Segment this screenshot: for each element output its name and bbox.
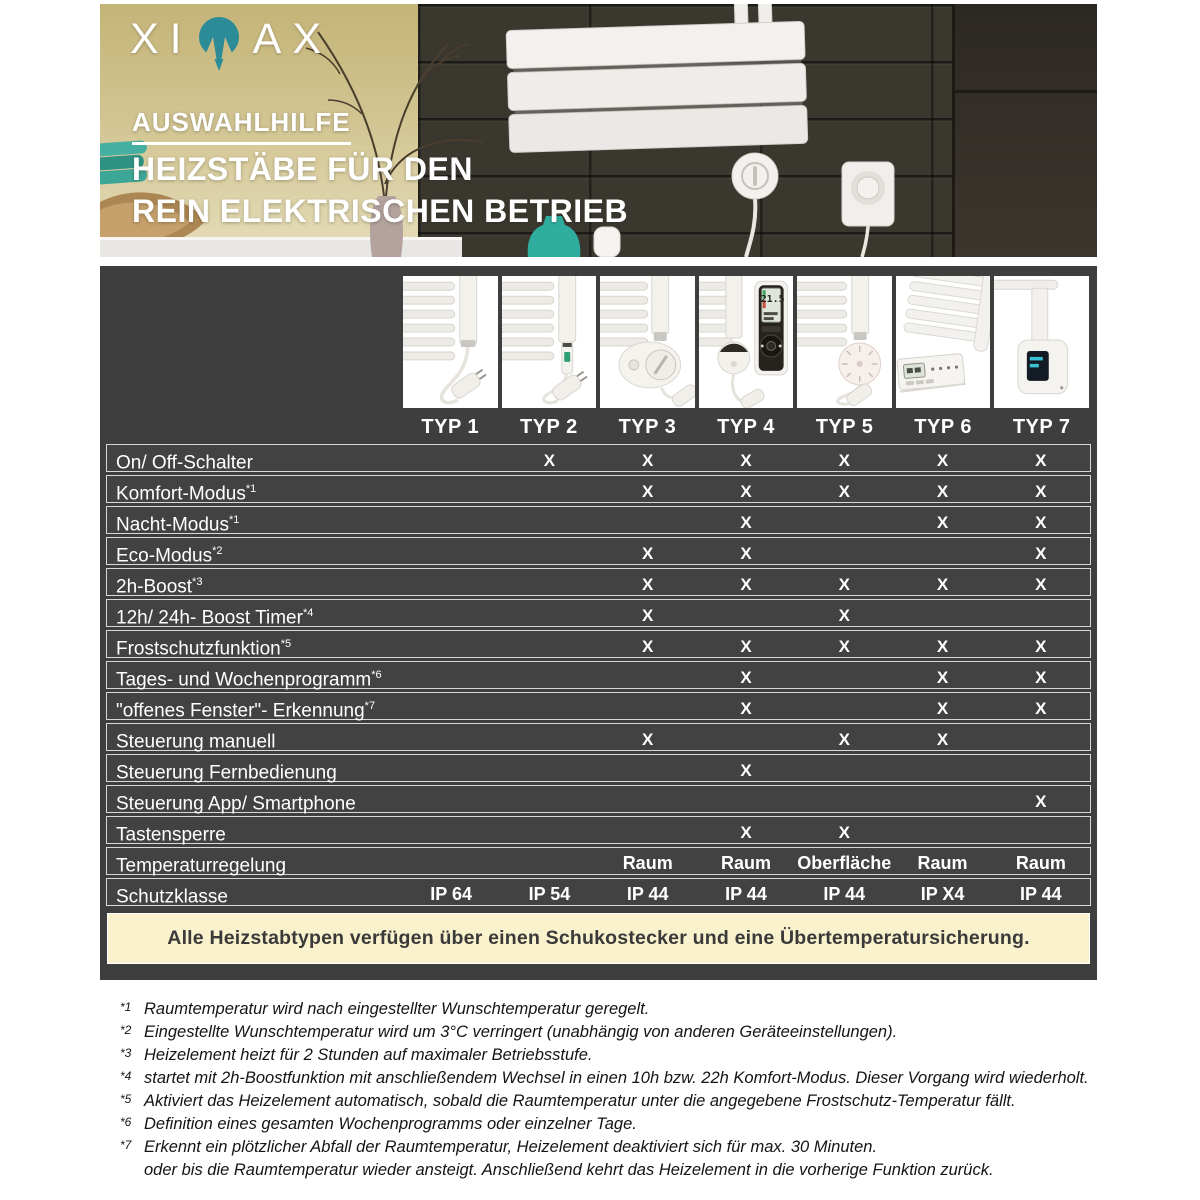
- column-header-typ: TYP 4: [717, 415, 775, 438]
- product-image-typ-2: [502, 276, 597, 408]
- footnote-text: Raumtemperatur wird nach eingestellter Wunschtemperatur geregelt.: [144, 1000, 650, 1018]
- row-label: Steuerung Fernbedienung: [116, 762, 337, 784]
- feature-row: [106, 568, 1091, 596]
- column-header-row: [106, 410, 1091, 444]
- info-banner-text: Alle Heizstabtypen verfügen über einen Schukostecker und eine Übertemperatursicherung.: [167, 927, 1030, 949]
- footnote-marker: *5: [120, 1092, 132, 1106]
- header-eyebrow: AUSWAHLHILFE: [132, 107, 351, 145]
- feature-cell: X: [642, 543, 654, 563]
- feature-cell: X: [1035, 791, 1047, 811]
- info-banner: [107, 913, 1090, 964]
- feature-cell: X: [838, 450, 850, 470]
- feature-cell: X: [936, 481, 949, 501]
- feature-row: [106, 475, 1091, 503]
- row-label: On/ Off-Schalter: [116, 452, 253, 474]
- row-label: Tages- und Wochenprogramm$^{*6}$: [116, 669, 382, 691]
- footnote-text: Definition eines gesamten Wochenprogramms oder einzelner Tage.: [144, 1115, 637, 1133]
- feature-cell: X: [1035, 543, 1047, 563]
- footnote-marker: *1: [120, 1000, 132, 1014]
- feature-cell: IP 44: [1019, 884, 1062, 905]
- feature-cell: X: [838, 636, 850, 656]
- footnote-text: Aktiviert das Heizelement automatisch, sobald die Raumtemperatur unter die angegebene Frostschutz-Temperatur fällt.: [144, 1092, 1016, 1110]
- row-label: Tastensperre: [116, 824, 226, 846]
- feature-cell: IP 44: [626, 884, 669, 905]
- product-image-typ-6: [896, 276, 991, 408]
- hero-text: [100, 4, 1097, 257]
- logo-text-left: XI: [130, 15, 193, 63]
- feature-cell: X: [1035, 636, 1047, 656]
- feature-cell: X: [838, 729, 850, 749]
- feature-cell: Raum: [622, 853, 673, 874]
- feature-cell: X: [740, 667, 752, 687]
- row-label: Komfort-Modus$^{*1}$: [116, 483, 257, 505]
- feature-row: [106, 692, 1091, 720]
- product-image-typ-7: [994, 276, 1089, 408]
- footnote-marker: *2: [212, 545, 223, 557]
- row-label: 12h/ 24h- Boost Timer$^{*4}$: [116, 607, 314, 629]
- feature-cell: X: [642, 574, 654, 594]
- feature-cell: X: [838, 481, 850, 501]
- feature-cell: IP 44: [725, 884, 767, 905]
- feature-cell: X: [936, 574, 949, 594]
- row-label: Frostschutzfunktion$^{*5}$: [116, 638, 292, 660]
- footnote-text: Eingestellte Wunschtemperatur wird um 3°C verringert (unabhängig von anderen Geräteeinstellungen).: [144, 1023, 898, 1041]
- feature-cell: X: [1035, 512, 1047, 532]
- feature-cell: X: [740, 481, 752, 501]
- footnote-marker: *1: [245, 483, 257, 495]
- header-hero: [100, 4, 1097, 257]
- feature-cell: X: [1035, 574, 1047, 594]
- feature-cell: X: [642, 729, 654, 749]
- feature-row: [106, 785, 1091, 813]
- footnote-line: [120, 998, 1095, 1021]
- page-title-line2: REIN ELEKTRISCHEN BETRIEB: [132, 193, 629, 229]
- ximax-pin-icon: [189, 16, 249, 72]
- feature-row: [106, 506, 1091, 534]
- feature-cell: Raum: [917, 853, 968, 874]
- footnote-text: oder bis die Raumtemperatur wieder ansteigt. Anschließend kehrt das Heizelement in die vorherige Funktion zurück.: [144, 1161, 994, 1179]
- product-image-typ-4: [699, 276, 794, 408]
- footnote-line: [120, 1067, 1095, 1090]
- footnotes: [120, 998, 1095, 1182]
- footnote-text: Erkennt ein plötzlicher Abfall der Raumtemperatur, Heizelement deaktiviert sich für max. 30 Minuten.: [144, 1138, 878, 1156]
- feature-cell: X: [936, 729, 949, 749]
- feature-row: [106, 630, 1091, 658]
- row-label: Schutzklasse: [116, 886, 228, 908]
- feature-cell: X: [740, 822, 752, 842]
- feature-row: [106, 661, 1091, 689]
- footnote-marker: *7: [120, 1138, 132, 1152]
- feature-cell: Raum: [1015, 853, 1066, 874]
- feature-cell: X: [1035, 667, 1047, 687]
- comparison-table: [100, 266, 1097, 980]
- feature-cell: X: [1035, 481, 1047, 501]
- feature-cell: X: [740, 512, 752, 532]
- feature-cell: X: [936, 636, 949, 656]
- feature-cell: X: [838, 605, 850, 625]
- feature-row: [106, 847, 1091, 875]
- feature-rows: [106, 444, 1091, 906]
- footnote-line: [120, 1159, 1095, 1182]
- footnote-line: [120, 1090, 1095, 1113]
- row-label: 2h-Boost$^{*3}$: [116, 576, 203, 598]
- row-label: Temperaturregelung: [116, 855, 287, 877]
- column-header-typ: TYP 5: [815, 415, 874, 438]
- feature-cell: X: [1035, 698, 1047, 718]
- feature-cell: IP 64: [430, 884, 472, 905]
- product-images-row: [106, 276, 1091, 408]
- footnote-line: [120, 1113, 1095, 1136]
- feature-row: [106, 816, 1091, 844]
- column-header-typ: TYP 1: [421, 415, 480, 438]
- footnote-marker: *3: [192, 576, 203, 588]
- footnote-marker: *6: [120, 1115, 132, 1129]
- feature-cell: X: [936, 698, 949, 718]
- feature-row: [106, 444, 1091, 472]
- brand-logo: [130, 14, 332, 72]
- footnote-marker: *5: [280, 638, 292, 650]
- column-header-typ: TYP 6: [914, 415, 972, 438]
- feature-cell: X: [642, 450, 654, 470]
- feature-cell: X: [838, 574, 850, 594]
- footnote-marker: *2: [120, 1023, 132, 1037]
- feature-cell: X: [740, 760, 752, 780]
- feature-cell: X: [543, 450, 556, 470]
- feature-cell: X: [936, 450, 949, 470]
- feature-row: [106, 878, 1091, 906]
- feature-cell: IP 44: [823, 884, 866, 905]
- feature-cell: X: [642, 481, 654, 501]
- feature-cell: X: [740, 698, 752, 718]
- footnote-marker: *4: [120, 1069, 132, 1083]
- feature-cell: IP X4: [920, 884, 965, 905]
- column-header-typ: TYP 2: [519, 415, 578, 438]
- feature-row: [106, 537, 1091, 565]
- feature-row: [106, 723, 1091, 751]
- feature-cell: IP 54: [528, 884, 571, 905]
- footnote-marker: *7: [364, 700, 376, 712]
- footnote-marker: *6: [371, 669, 382, 681]
- footnote-text: startet mit 2h-Boostfunktion mit anschließendem Wechsel in einen 10h bzw. 22h Komfort-Modus. Dieser Vorgang wird wiederholt.: [144, 1069, 1089, 1087]
- feature-cell: X: [740, 543, 752, 563]
- footnote-marker: *3: [120, 1046, 132, 1060]
- page-title-line1: HEIZSTÄBE FÜR DEN: [132, 151, 473, 187]
- footnote-marker: *1: [229, 514, 240, 526]
- svg-text:21.5: 21.5: [760, 294, 785, 306]
- feature-cell: X: [936, 667, 949, 687]
- feature-cell: X: [936, 512, 949, 532]
- logo-text-right: AX: [252, 15, 333, 63]
- row-label: "offenes Fenster"- Erkennung$^{*7}$: [116, 700, 376, 722]
- feature-cell: Raum: [720, 853, 771, 874]
- row-label: Steuerung App/ Smartphone: [116, 793, 356, 815]
- row-label: Nacht-Modus$^{*1}$: [116, 514, 240, 536]
- footnote-line: [120, 1136, 1095, 1159]
- product-image-typ-3: [600, 276, 695, 408]
- feature-row: [106, 754, 1091, 782]
- feature-cell: Oberfläche: [797, 853, 892, 874]
- row-label: Eco-Modus$^{*2}$: [116, 545, 223, 567]
- footnote-line: [120, 1044, 1095, 1067]
- column-header-typ: TYP 3: [618, 415, 677, 438]
- row-label-spacer: [106, 276, 401, 408]
- feature-row: [106, 599, 1091, 627]
- product-image-typ-1: [403, 276, 498, 408]
- column-header-typ: TYP 7: [1012, 415, 1071, 438]
- feature-cell: X: [1035, 450, 1047, 470]
- feature-cell: X: [642, 636, 654, 656]
- footnote-marker: *4: [302, 607, 314, 619]
- feature-cell: X: [838, 822, 850, 842]
- feature-cell: X: [740, 636, 752, 656]
- footnote-line: [120, 1021, 1095, 1044]
- product-image-typ-5: [797, 276, 892, 408]
- feature-cell: X: [642, 605, 654, 625]
- footnote-text: Heizelement heizt für 2 Stunden auf maximaler Betriebsstufe.: [144, 1046, 593, 1064]
- feature-cell: X: [740, 574, 752, 594]
- feature-cell: X: [740, 450, 752, 470]
- row-label: Steuerung manuell: [116, 731, 276, 753]
